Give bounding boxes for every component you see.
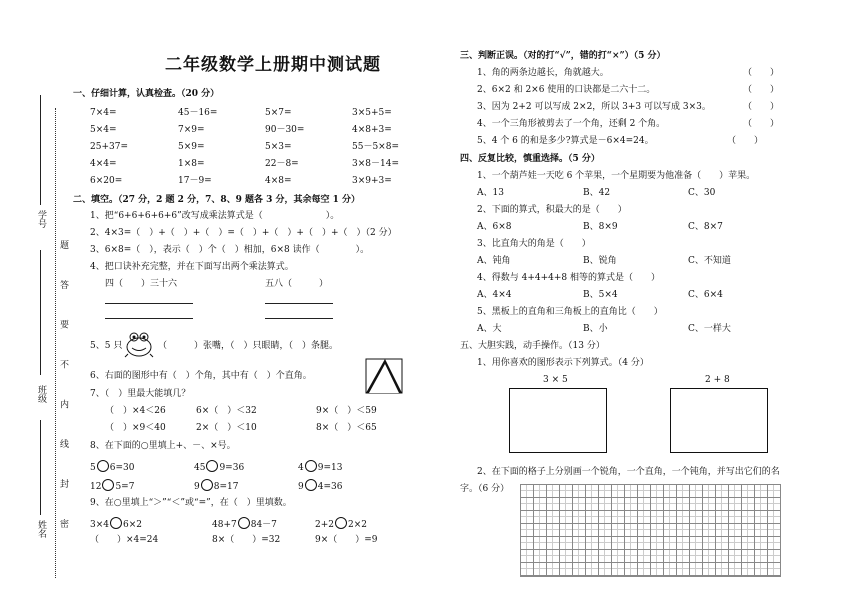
operator-item (194, 479, 238, 493)
binding-name-label: 姓名 (36, 520, 46, 538)
blank-circle[interactable] (97, 460, 109, 472)
calc-item: 1×8= (178, 159, 205, 169)
fill-item: （ ）×4=24 (90, 535, 159, 545)
answer-line (265, 318, 333, 319)
choice-question: 5、黑板上的直角和三角板上的直角比（ ） (477, 307, 663, 317)
operand: 3×4 (90, 520, 109, 530)
choice-option[interactable]: B、42 (583, 188, 611, 198)
operand: 9=36 (219, 463, 245, 473)
blank-circle[interactable] (305, 479, 317, 491)
operand: 8=17 (213, 482, 239, 492)
binding-instructions: 题 答 要 不 内 线 封 密 (58, 240, 68, 543)
operator-item (194, 460, 244, 474)
blank-circle[interactable] (102, 479, 114, 491)
inequality-item: （ ）×9＜40 (105, 423, 166, 433)
answer-line (105, 318, 193, 319)
operand: 9 (194, 482, 200, 492)
inequality-item: （ ）×4＜26 (105, 406, 166, 416)
binding-student-no-label: 学号 (36, 210, 46, 228)
calc-item: 3×9+3= (352, 176, 392, 186)
choice-option[interactable]: A、6×8 (477, 222, 512, 232)
calc-item: 17－9= (178, 176, 212, 186)
drawing-box-1[interactable] (509, 388, 607, 453)
calc-item: 5×3= (265, 142, 292, 152)
blank-circle[interactable] (206, 460, 218, 472)
blank-circle[interactable] (305, 460, 317, 472)
calc-item: 4×8= (265, 176, 292, 186)
answer-paren[interactable]: （ ） (743, 68, 780, 78)
question-2-7: 7、（ ）里最大能填几？ (90, 389, 191, 399)
operand: 2×2 (348, 520, 367, 530)
choice-option[interactable]: A、钝角 (477, 256, 511, 266)
calc-item: 45－16= (178, 108, 218, 118)
calc-item: 7×4= (90, 108, 117, 118)
operand: 48+7 (212, 520, 237, 530)
frog-icon (124, 330, 154, 358)
choice-question: 3、比直角大的角是（ ） (477, 239, 591, 249)
calc-item: 25+37= (90, 142, 128, 152)
answer-line (105, 303, 193, 304)
question-2-1: 1、把“6+6+6+6+6”改写成乘法算式是（ ）。 (90, 211, 340, 221)
section-2-heading: 二、填空。（27 分，2 题 2 分，7、8、9 题各 3 分，其余每空 1 分） (73, 195, 361, 205)
choice-option[interactable]: A、4×4 (477, 290, 512, 300)
section-4-heading: 四、反复比较，慎重选择。（5 分） (460, 154, 600, 164)
question-2-8: 8、在下面的○里填上+、－、×号。 (90, 441, 236, 451)
operator-item (90, 460, 134, 474)
student-no-line (40, 95, 41, 205)
class-line (40, 250, 41, 375)
judge-item: 3、因为 2+2 可以写成 2×2，所以 3+3 可以写成 3×3。 (477, 102, 711, 112)
operator-item (298, 460, 342, 474)
fill-item: 9×（ ）=9 (315, 535, 378, 545)
operand: 2+2 (315, 520, 334, 530)
choice-question: 4、得数与 4+4+4+8 相等的算式是（ ） (477, 273, 660, 283)
operand: 5 (90, 463, 96, 473)
operator-item (90, 479, 134, 493)
calc-item: 5×4= (90, 125, 117, 135)
compare-item (315, 517, 367, 531)
inequality-item: 9×（ ）＜59 (316, 406, 377, 416)
operand: 4 (298, 463, 304, 473)
inequality-item: 8×（ ）＜65 (316, 423, 377, 433)
triangle-figure (365, 358, 403, 394)
calc-item: 3×5+5= (352, 108, 392, 118)
question-2-4: 4、把口诀补充完整，并在下面写出两个乘法算式。 (90, 262, 294, 272)
question-2-9: 9、在○里填上“＞”“＜”或“=”，在（ ）里填数。 (90, 498, 292, 508)
answer-paren[interactable]: （ ） (743, 102, 780, 112)
operand: 84－7 (250, 520, 277, 530)
operand: 45 (194, 463, 206, 473)
judge-item: 5、4 个 6 的和是多少?算式是－6×4=24。 (477, 136, 654, 146)
blank-circle[interactable] (335, 517, 347, 529)
inequality-item: 6×（ ）＜32 (196, 406, 257, 416)
judge-item: 2、6×2 和 2×6 使用的口诀都是二六十二。 (477, 85, 656, 95)
choice-option[interactable]: C、不知道 (688, 256, 731, 266)
operand: 5=7 (115, 482, 135, 492)
question-2-2: 2、4×3=（ ）+（ ）+（ ）=（ ）+（ ）+（ ）+（ ）（2 分） (90, 228, 397, 238)
question-5-2-line2: 字。（6 分） (460, 484, 510, 494)
choice-option[interactable]: A、大 (477, 324, 502, 334)
choice-option[interactable]: C、8×7 (688, 222, 723, 232)
judge-item: 4、一个三角形被剪去了一个角，还剩 2 个角。 (477, 119, 666, 129)
calc-item: 7×9= (178, 125, 205, 135)
expression-1: 3 × 5 (543, 375, 568, 385)
operand: 9=13 (317, 463, 343, 473)
operand: 12 (90, 482, 102, 492)
calc-item: 22－8= (265, 159, 299, 169)
answer-paren[interactable]: （ ） (743, 85, 780, 95)
page-title: 二年级数学上册期中测试题 (165, 55, 381, 75)
blank-circle[interactable] (238, 517, 250, 529)
operator-item (298, 479, 342, 493)
choice-question: 2、下面的算式，积最大的是（ ） (477, 205, 627, 215)
blank-circle[interactable] (201, 479, 213, 491)
calc-item: 3×8－14= (352, 159, 399, 169)
calc-item: 5×7= (265, 108, 292, 118)
choice-question: 1、一个葫芦娃一天吃 6 个苹果，一个星期要为他准备（ ）苹果。 (477, 171, 756, 181)
question-2-4-b: 五八（ ） (265, 279, 329, 289)
question-5-2-line1: 2、在下面的格子上分别画一个锐角，一个直角，一个钝角，并写出它们的名 (477, 467, 780, 477)
blank-circle[interactable] (110, 517, 122, 529)
section-3-heading: 三、判断正误。（对的打“√”，错的打“×”）（5 分） (460, 51, 666, 61)
compare-item (90, 517, 142, 531)
calc-item: 90－30= (265, 125, 305, 135)
name-line (40, 420, 41, 515)
drawing-box-2[interactable] (670, 388, 768, 453)
choice-option[interactable]: C、一样大 (688, 324, 731, 334)
drawing-grid[interactable] (520, 484, 781, 577)
operand: 4=36 (317, 482, 343, 492)
binding-class-label: 班级 (36, 385, 46, 403)
section-5-heading: 五、大胆实践，动手操作。（13 分） (460, 341, 605, 351)
compare-item (212, 517, 277, 531)
question-2-5-prefix: 5、5 只 (90, 341, 123, 351)
operand: 6×2 (123, 520, 142, 530)
choice-option[interactable]: C、30 (688, 188, 716, 198)
calc-item: 5×9= (178, 142, 205, 152)
answer-paren[interactable]: （ ） (727, 136, 764, 146)
choice-option[interactable]: B、锐角 (583, 256, 617, 266)
operand: 6=30 (109, 463, 135, 473)
choice-option[interactable]: A、13 (477, 188, 504, 198)
choice-option[interactable]: B、8×9 (583, 222, 618, 232)
question-2-4-a: 四（ ）三十六 (105, 279, 178, 289)
question-5-1: 1、用你喜欢的图形表示下列算式。（4 分） (477, 358, 649, 368)
choice-option[interactable]: B、5×4 (583, 290, 618, 300)
choice-option[interactable]: B、小 (583, 324, 608, 334)
question-2-6: 6、右面的图形中有（ ）个角，其中有（ ）个直角。 (90, 371, 312, 381)
fill-item: 8×（ ）=32 (212, 535, 281, 545)
calc-item: 55－5×8= (352, 142, 399, 152)
question-2-3: 3、6×8=（ ），表示（ ）个（ ）相加，6×8 读作（ ）。 (90, 245, 370, 255)
section-1-heading: 一、仔细计算，认真检查。（20 分） (73, 89, 220, 99)
calc-item: 6×20= (90, 176, 123, 186)
expression-2: 2 + 8 (705, 375, 730, 385)
calc-item: 4×4= (90, 159, 117, 169)
judge-item: 1、角的两条边越长，角就越大。 (477, 68, 609, 78)
choice-option[interactable]: C、6×4 (688, 290, 723, 300)
operand: 9 (298, 482, 304, 492)
inequality-item: 2×（ ）＜10 (196, 423, 257, 433)
calc-item: 4×8+3= (352, 125, 392, 135)
answer-line (265, 303, 333, 304)
question-2-5: （ ）张嘴，（ ）只眼睛，（ ）条腿。 (158, 341, 339, 351)
answer-paren[interactable]: （ ） (743, 119, 780, 129)
binding-dotted-line (55, 108, 56, 578)
